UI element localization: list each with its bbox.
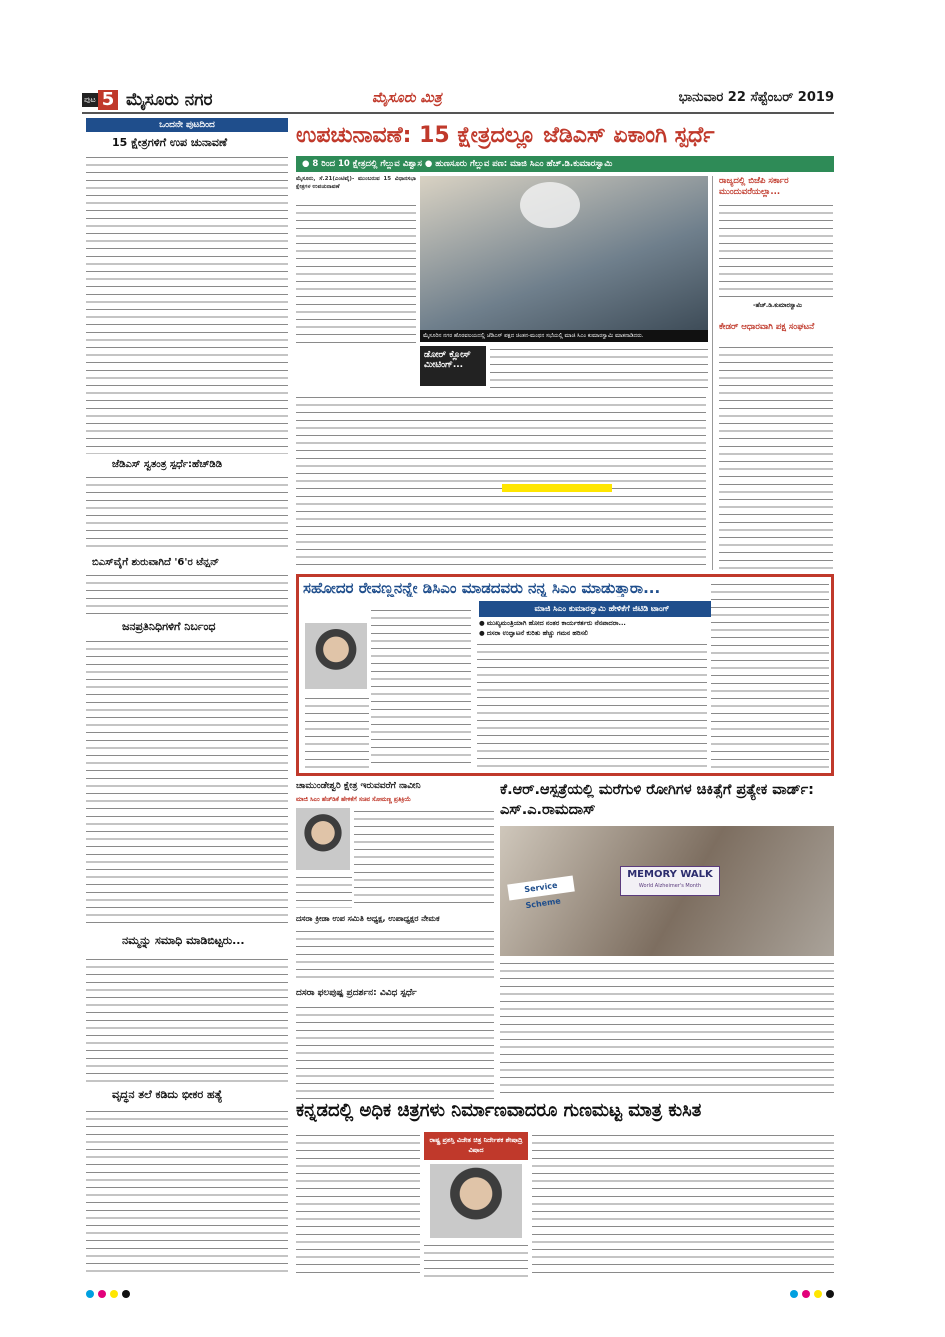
issue-date: ಭಾನುವಾರ 22 ಸೆಪ್ಟೆಂಬರ್ 2019	[678, 90, 834, 105]
story-headline: 15 ಕ್ಷೇತ್ರಗಳಿಗೆ ಉಪ ಚುನಾವಣೆ	[112, 136, 228, 149]
section-name: ಮೈಸೂರು ನಗರ	[126, 90, 213, 110]
kr-hospital-headline: ಕೆ.ಆರ್.ಆಸ್ಪತ್ರೆಯಲ್ಲಿ ಮರೆಗುಳಿ ರೋಗಿಗಳ ಚಿಕಿತ್ಸೆಗೆ ಪ್ರತ್ಯೇಕ ವಾರ್ಡ್: ಎಸ್.ಎ.ರಾಮದಾಸ್	[500, 782, 814, 818]
box-body	[296, 928, 494, 984]
revanna-body	[371, 607, 471, 769]
sidebar-byline: -ಹೆಚ್.ಡಿ.ಕುಮಾರಸ್ವಾಮಿ	[753, 302, 802, 309]
lead-inset-body	[490, 346, 708, 388]
lead-strap: ● 8 ರಿಂದ 10 ಕ್ಷೇತ್ರದಲ್ಲಿ ಗೆಲ್ಲುವ ವಿಶ್ವಾಸ ● ಹುಣಸೂರು ಗೆಲ್ಲುವ ಪಣ: ಮಾಜಿ ಸಿಎಂ ಹೆಚ್.ಡಿ.ಕುಮಾರಸ್ವಾಮಿ	[296, 156, 834, 172]
box-headline: ದಸರಾ ಫಲಪುಷ್ಪ ಪ್ರದರ್ಶನ: ವಿವಿಧ ಸ್ಪರ್ಧೆ	[296, 988, 417, 998]
story-headline: ಜನಪ್ರತಿನಿಧಿಗಳಿಗೆ ನಿರ್ಬಂಧ	[122, 620, 216, 633]
sidebar-body	[719, 344, 833, 570]
story-body	[86, 474, 288, 552]
continued-label: ಒಂದನೇ ಪುಟದಿಂದ	[86, 118, 288, 132]
dateline-text: ಮೈಸೂರು, ಸೆ.21(ಎಂಟಿವೈ)- ಮುಂಬರುವ 15 ವಿಧಾನಸಭಾ ಕ್ಷೇತ್ರಗಳ ಉಪಚುನಾವಣೆ	[296, 176, 416, 190]
registration-mark-yellow	[814, 1290, 822, 1298]
revanna-body	[711, 581, 829, 769]
banner-text: Service Scheme	[507, 875, 575, 900]
lead-body	[296, 202, 416, 348]
chamundi-body	[354, 808, 494, 908]
banner-text: MEMORY WALK	[627, 869, 713, 880]
registration-mark-cyan	[790, 1290, 798, 1298]
chamundi-headline: ಚಾಮುಂಡೇಶ್ವರಿ ಕ್ಷೇತ್ರ ಇರುವವರೆಗೆ ನಾವೀನಿ	[296, 781, 421, 791]
memory-walk-banner	[620, 866, 720, 896]
box-body	[296, 1004, 494, 1100]
seshadri-photo	[430, 1164, 522, 1238]
chamundi-subhead: ಮಾಜಿ ಸಿಎಂ ಹೆಚ್‌ಡಿಕೆ ಹೇಳಿಕೆಗೆ ಸಚಿವ ಸೋಮಣ್ಣ ಪ್ರತಿಕ್ರಿಯೆ	[296, 796, 411, 803]
lead-headline-box	[296, 118, 834, 154]
sidebar-body	[719, 202, 833, 300]
page-number: 5	[98, 90, 119, 110]
newspaper-page	[82, 84, 834, 1280]
revanna-bullet: ● ದಸರಾ ಉದ್ಘಾಟನೆ ಕುರಿತು ಹೆಚ್ಚು ಗಮನ ಹರಿಸಲಿ	[479, 629, 588, 637]
registration-mark-black	[826, 1290, 834, 1298]
story-body	[86, 638, 288, 928]
sidebar-title: ಕೇಡರ್ ಆಧಾರವಾಗಿ ಪಕ್ಷ ಸಂಘಟನೆ	[719, 322, 815, 332]
story-body	[86, 956, 288, 1084]
registration-mark-black	[122, 1290, 130, 1298]
revanna-body	[305, 695, 369, 769]
revanna-story-box	[296, 574, 834, 776]
films-body	[424, 1242, 528, 1278]
page-number-block	[82, 90, 122, 110]
story-body	[86, 1108, 288, 1276]
registration-mark-magenta	[802, 1290, 810, 1298]
somanna-photo	[296, 808, 350, 870]
films-body	[532, 1132, 834, 1278]
registration-mark-magenta	[98, 1290, 106, 1298]
revanna-body	[477, 641, 707, 769]
story-body	[86, 572, 288, 616]
revanna-subhead: ಮಾಜಿ ಸಿಎಂ ಕುಮಾರಸ್ವಾಮಿ ಹೇಳಿಕೆಗೆ ಜಿಟಿಡಿ ಟಾಂಗ್	[479, 601, 725, 617]
revanna-bullet: ● ಮುಖ್ಯಮಂತ್ರಿಯಾಗಿ ಹೋದ ನಂತರ ಕಾರ್ಯಕರ್ತರು ನೆನಪಾದರಾ...	[479, 619, 626, 627]
story-headline: ನಮ್ಮನ್ನು ಸಮಾಧಿ ಮಾಡಿಬಿಟ್ಟರು...	[122, 934, 245, 947]
story-headline: ವೃದ್ಧನ ತಲೆ ಕಡಿದು ಭೀಕರ ಹತ್ಯೆ	[112, 1088, 223, 1101]
kr-hospital-body	[500, 960, 834, 1096]
chamundi-body	[296, 874, 352, 908]
box-headline: ದಸರಾ ಕ್ರೀಡಾ ಉಪ ಸಮಿತಿ ಅಧ್ಯಕ್ಷ, ಉಪಾಧ್ಯಕ್ಷರ ನೇಮಕ	[296, 914, 440, 923]
door-meeting-label: ಡೋರ್ ಕ್ಲೋಸ್ ಮೀಟಿಂಗ್...	[420, 346, 486, 386]
revanna-headline: ಸಹೋದರ ರೇವಣ್ಣನನ್ನೇ ಡಿಸಿಎಂ ಮಾಡದವರು ನನ್ನ ಸಿಎಂ ಮಾಡುತ್ತಾರಾ...	[303, 579, 661, 597]
left-column	[82, 118, 292, 1280]
banner-subtext: World Alzheimer's Month	[638, 883, 702, 889]
memory-walk-photo	[500, 826, 834, 956]
lead-body-columns	[296, 394, 706, 570]
lead-headline: ಉಪಚುನಾವಣೆ: 15 ಕ್ಷೇತ್ರದಲ್ಲೂ ಜೆಡಿಎಸ್ ಏಕಾಂಗಿ ಸ್ಪರ್ಧೆ	[296, 123, 715, 148]
masthead-logo: ಮೈಸೂರು ಮಿತ್ರ	[372, 90, 442, 106]
registration-mark-yellow	[110, 1290, 118, 1298]
registration-mark-cyan	[86, 1290, 94, 1298]
page-label: ಪುಟ	[82, 93, 98, 107]
story-headline: ಬಿಎಸ್‌ವೈಗೆ ಶುರುವಾಗಿದೆ '6'ರ ಟೆನ್ಷನ್	[92, 557, 220, 568]
lead-photo	[420, 176, 708, 330]
films-body	[296, 1132, 420, 1278]
films-headline: ಕನ್ನಡದಲ್ಲಿ ಅಧಿಕ ಚಿತ್ರಗಳು ನಿರ್ಮಾಣವಾದರೂ ಗುಣಮಟ್ಟ ಮಾತ್ರ ಕುಸಿತ	[296, 1100, 702, 1121]
gt-devegowda-photo	[305, 623, 367, 689]
story-headline: ಜೆಡಿಎಸ್ ಸ್ವತಂತ್ರ ಸ್ಪರ್ಧೆ:ಹೆಚ್‌ಡಿಡಿ	[112, 459, 223, 470]
banner-portrait-graphic	[520, 182, 580, 228]
films-inset-title: ರಾಷ್ಟ್ರ ಪ್ರಶಸ್ತಿ ವಿಜೇತ ಚಿತ್ರ ನಿರ್ದೇಶಕ ಶೇಷಾದ್ರಿ ವಿಷಾದ	[424, 1132, 528, 1160]
photo-caption: ಮೈಸೂರಿನ ನಗರ ಹೊರವಲಯದಲ್ಲಿ ಜೆಡಿಎಸ್ ಪಕ್ಷದ ಚಿಂತನ-ಮಂಥನ ಸಭೆಯಲ್ಲಿ ಮಾಜಿ ಸಿಎಂ ಕುಮಾರಸ್ವಾಮಿ ಮಾತನಾಡಿದರು.	[420, 330, 708, 342]
page-header	[82, 84, 834, 114]
lead-sidebar	[712, 176, 834, 570]
story-body	[86, 154, 288, 454]
sidebar-title: ರಾಜ್ಯದಲ್ಲಿ ಬಿಜೆಪಿ ಸರ್ಕಾರ ಮುಂದುವರೆಯಲ್ಲಾ...	[719, 176, 789, 197]
highlight-mark	[502, 484, 612, 492]
